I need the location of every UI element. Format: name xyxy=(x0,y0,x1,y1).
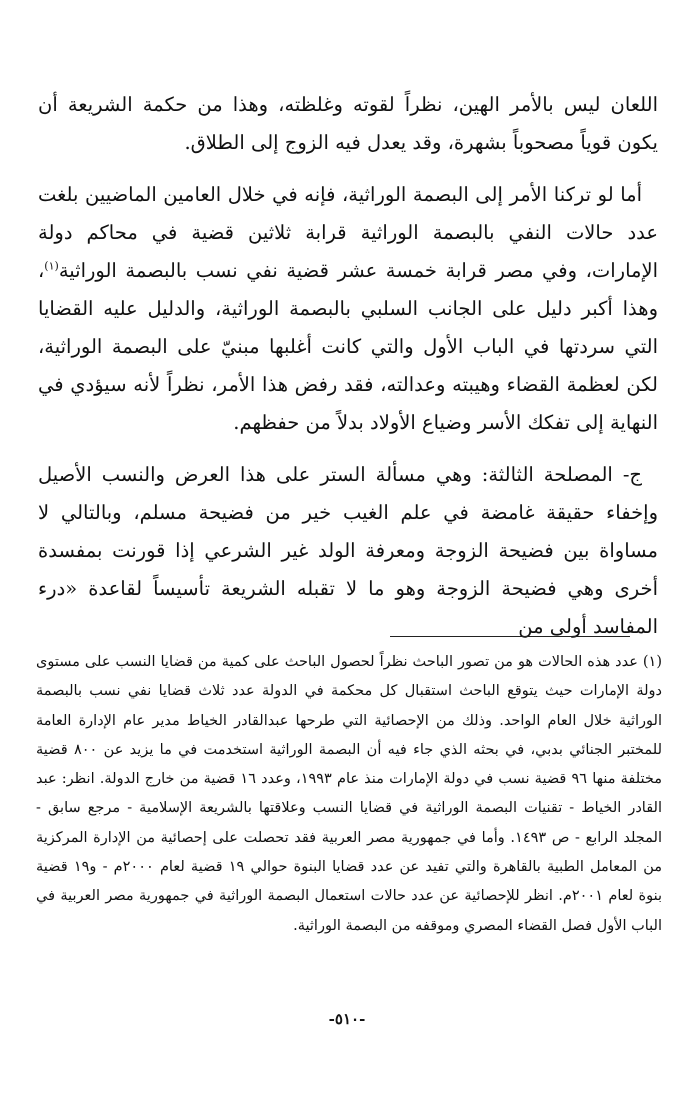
paragraph-dna-cases-part2: ، وهذا أكبر دليل على الجانب السلبي بالبصمة الوراثية، والدليل عليه القضايا التي سردتها في الباب الأول والتي كانت أغلبها مبنيّ على البصمة الوراثية، لكن لعظمة القضاء وهيبته وعدالته، فقد رفض هذا الأمر، نظراً لأنه سيؤدي في النهاية إلى تفكك الأسر وضياع الأولاد بدلاً من حفظهم. xyxy=(38,259,658,434)
page-number: -٥١٠- xyxy=(328,1010,366,1028)
footnote-1: (١) عدد هذه الحالات هو من تصور الباحث نظراً لحصول الباحث على كمية من قضايا النسب على مستوى دولة الإمارات حيث يتوقع الباحث استقبال كل محكمة في الدولة عدد ثلاث قضايا نفي نسب بالبصمة الوراثية خلال العام الواحد. وذلك من الإحصائية التي طرحها عبدالقادر الخياط مدير عام الإدارة العامة للمختبر الجنائي بدبي، في بحثه الذي جاء فيه أن البصمة الوراثية استخدمت في ما يزيد عن ٨٠٠ قضية مختلفة منها ٩٦ قضية نسب في دولة الإمارات منذ عام ١٩٩٣، وعدد ١٦ قضية من خارج الدولة. انظر: عبد القادر الخياط - تقنيات البصمة الوراثية في قضايا النسب وعلاقتها بالشريعة الإسلامية - مرجع سابق - المجلد الرابع - ص ١٤٩٣. وأما في جمهورية مصر العربية فقد تحصلت على إحصائية من الإدارة المركزية من المعامل الطبية بالقاهرة والتي تفيد عن عدد قضايا البنوة حوالي ١٩ قضية لعام ٢٠٠٠م - و١٩ قضية بنوة لعام ٢٠٠١م. انظر للإحصائية عن عدد حالات استعمال البصمة الوراثية في جمهورية مصر العربية في الباب الأول فصل القضاء المصري وموقفه من البصمة الوراثية. xyxy=(36,654,663,934)
main-text-body xyxy=(38,86,658,646)
footnote-reference[interactable]: (١) xyxy=(44,259,59,273)
paragraph-dna-cases xyxy=(38,176,658,442)
paragraph-third-interest: ج- المصلحة الثالثة: وهي مسألة الستر على هذا العرض والنسب الأصيل وإخفاء حقيقة غامضة في علم الغيب خير من فضيحة مسلم، وبالتالي لا مساواة بين فضيحة الزوجة ومعرفة الولد غير الشرعي إذا قورنت بمفسدة أخرى وهي فضيحة الزوجة وهو ما لا تقبله الشريعة تأسيساً لقاعدة «درء المفاسد أولى من xyxy=(38,463,658,638)
footnote-separator xyxy=(390,636,630,637)
paragraph-lian: اللعان ليس بالأمر الهين، نظراً لقوته وغلظته، وهذا من حكمة الشريعة أن يكون قوياً مصحوباً بشهرة، وقد يعدل فيه الزوج إلى الطلاق. xyxy=(38,93,658,154)
paragraph-dna-cases-part1: أما لو تركنا الأمر إلى البصمة الوراثية، فإنه في خلال العامين الماضيين بلغت عدد حالات النفي بالبصمة الوراثية قرابة ثلاثين قضية في محاكم دولة الإمارات، وفي مصر قرابة خمسة عشر قضية نفي نسب بالبصمة الوراثية xyxy=(38,183,658,282)
footnotes-section xyxy=(36,648,662,941)
